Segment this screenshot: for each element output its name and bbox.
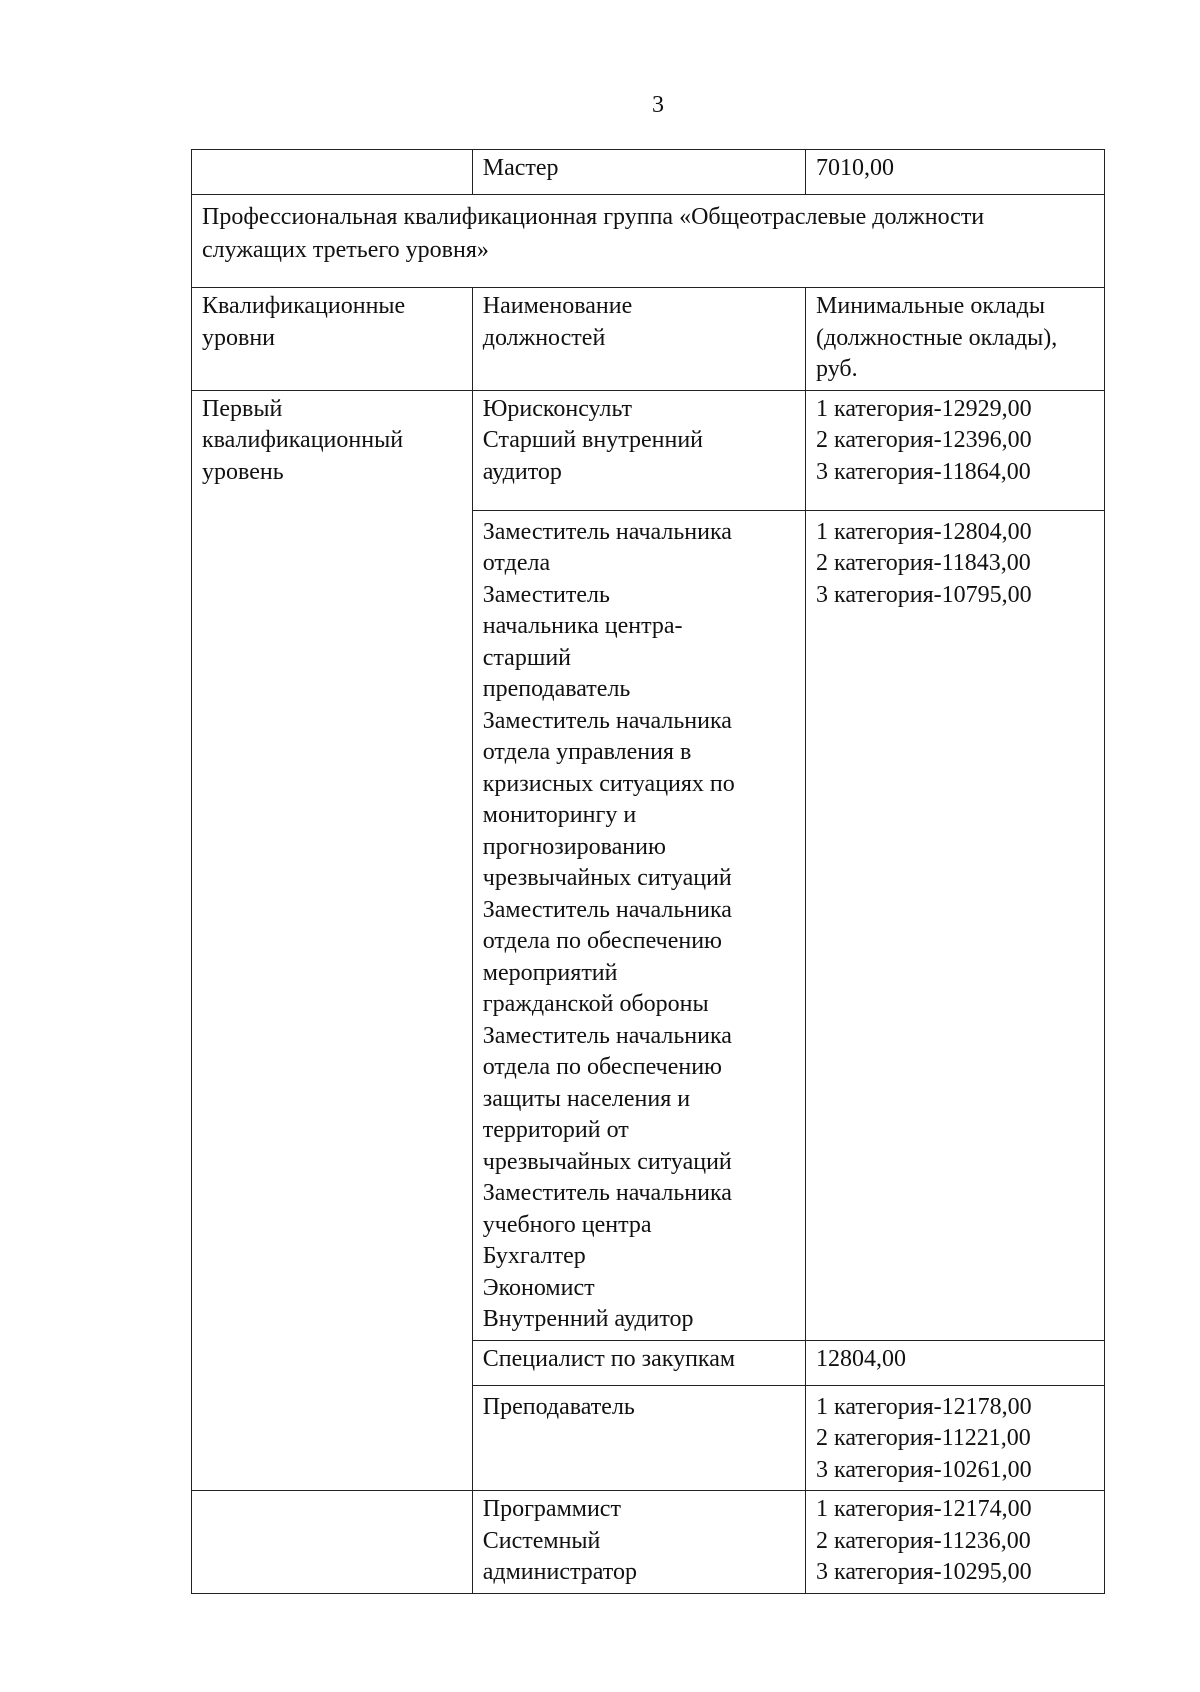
header-levels: Квалификационные уровни xyxy=(192,288,473,391)
header-row xyxy=(192,288,1105,391)
salary-cell: 1 категория-12929,00 2 категория-12396,00 3 категория-11864,00 xyxy=(806,390,1105,510)
position-cell: Преподаватель xyxy=(472,1385,805,1491)
empty-cell xyxy=(192,150,473,195)
group-title: Профессиональная квалификационная группа «Общеотраслевые должности служащих третьего уровня» xyxy=(192,195,1105,288)
salary-cell: 1 категория-12174,00 2 категория-11236,00 3 категория-10295,00 xyxy=(806,1491,1105,1594)
level-cell: Первый квалификационный уровень xyxy=(192,390,473,1491)
table-row xyxy=(192,150,1105,195)
salary-cell: 7010,00 xyxy=(806,150,1105,195)
salary-cell: 1 категория-12178,00 2 категория-11221,00 3 категория-10261,00 xyxy=(806,1385,1105,1491)
position-cell: Специалист по закупкам xyxy=(472,1340,805,1385)
position-cell: Юрисконсульт Старший внутренний аудитор xyxy=(472,390,805,510)
header-salaries: Минимальные оклады (должностные оклады), руб. xyxy=(806,288,1105,391)
table-row xyxy=(192,195,1105,288)
table-row xyxy=(192,390,1105,510)
position-cell: Заместитель начальника отдела Заместитель начальника центра-старший преподаватель Заместитель начальника отдела управления в кризисных ситуациях по мониторингу и прогнозированию чрезвычайных ситуаций Заместитель начальника отдела по обеспечению мероприятий гражданской обороны Заместитель начальника отдела по обеспечению защиты населения и территорий от чрезвычайных ситуаций Заместитель начальника учебного центра Бухгалтер Экономист Внутренний аудитор xyxy=(472,510,805,1340)
page-number: 3 xyxy=(652,92,664,118)
header-positions: Наименование должностей xyxy=(472,288,805,391)
salary-table xyxy=(191,149,1105,1594)
table-row xyxy=(192,1491,1105,1594)
salary-cell: 1 категория-12804,00 2 категория-11843,00 3 категория-10795,00 xyxy=(806,510,1105,1340)
position-cell: Программист Системный администратор xyxy=(472,1491,805,1594)
empty-cell xyxy=(192,1491,473,1594)
salary-cell: 12804,00 xyxy=(806,1340,1105,1385)
position-cell: Мастер xyxy=(472,150,805,195)
